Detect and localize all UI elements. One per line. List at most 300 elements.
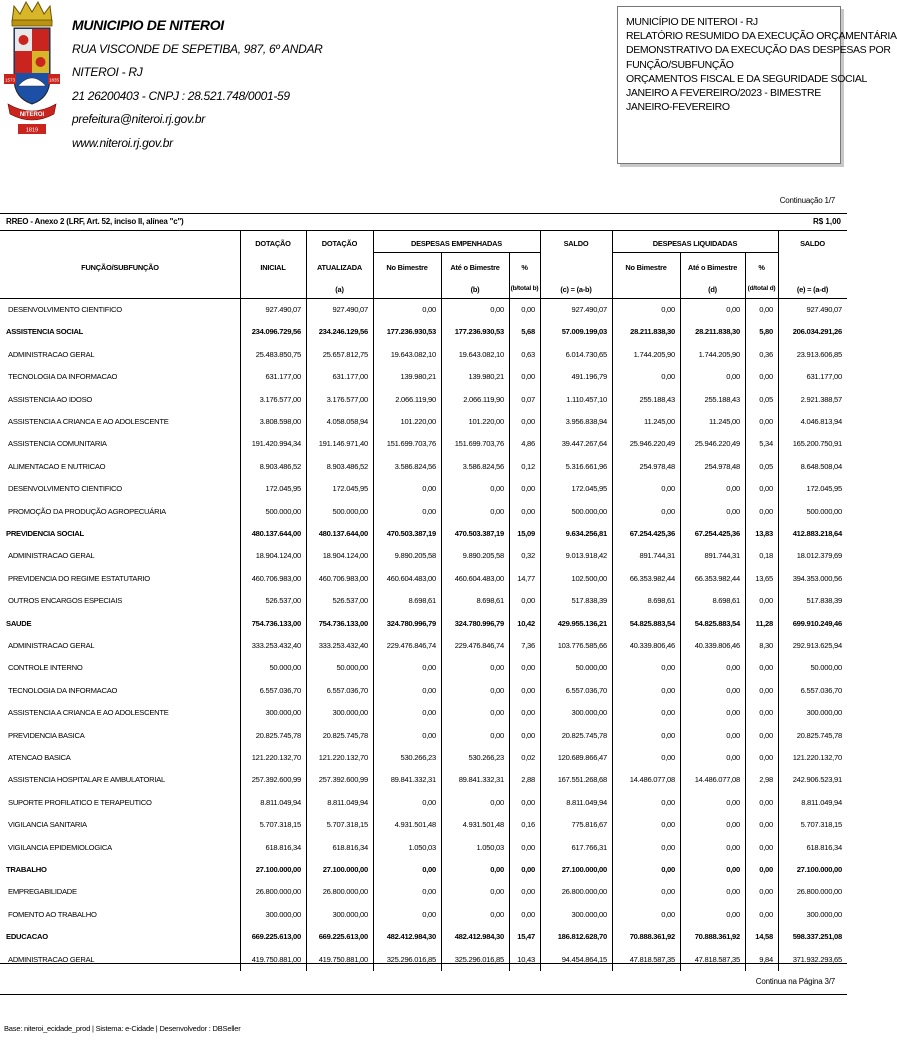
cell-saldo-e: 18.012.379,69 [796, 551, 842, 561]
cell-saldo-c: 429.955.136,21 [557, 618, 607, 628]
cell-saldo-e: 8.648.508,04 [800, 461, 842, 471]
table-row [0, 501, 847, 523]
cell-dotacao-atualizada: 20.825.745,78 [322, 730, 368, 740]
coat-year-bottom: 1819 [25, 127, 39, 134]
cell-liquidado-bimestre: 0,00 [661, 372, 675, 382]
row-label: DESENVOLVIMENTO CIENTIFICO [8, 484, 122, 494]
coat-of-arms-icon [4, 0, 60, 138]
cell-dotacao-inicial: 333.253.432,40 [251, 641, 301, 650]
cell-liquidado-bimestre: 0,00 [661, 887, 675, 897]
cell-saldo-e: 26.800.000,00 [796, 887, 842, 897]
cell-dotacao-inicial: 618.816,34 [265, 842, 301, 852]
cell-empenhado-ate: 2.066.119,90 [463, 394, 504, 404]
cell-liquidado-ate: 0,00 [726, 484, 740, 494]
cell-liquidado-bimestre: 0,00 [661, 685, 675, 695]
col-liq-bimestre: No Bimestre [625, 263, 667, 272]
cell-empenhado-ate: 3.586.824,56 [462, 461, 504, 471]
row-label: VIGILANCIA EPIDEMIOLOGICA [8, 842, 112, 852]
cell-empenhado-pct: 15,09 [517, 529, 535, 538]
row-label: PREVIDENCIA SOCIAL [6, 529, 84, 538]
col-saldo-c: SALDO [563, 239, 589, 248]
org-email: prefeitura@niteroi.rj.gov.br [72, 112, 205, 126]
cell-empenhado-bimestre: 0,00 [422, 305, 436, 314]
cell-saldo-e: 631.177,00 [806, 372, 842, 382]
table-row [0, 680, 847, 702]
cell-liquidado-bimestre: 0,00 [661, 797, 675, 807]
cell-liquidado-ate: 0,00 [726, 887, 740, 897]
cell-liquidado-ate: 0,00 [726, 372, 740, 382]
cell-empenhado-pct: 15,47 [517, 932, 535, 942]
cell-saldo-e: 394.353.000,56 [792, 573, 842, 583]
cell-empenhado-bimestre: 0,00 [422, 506, 436, 516]
coat-year-left: 1573 [4, 77, 16, 83]
cell-liquidado-ate: 66.353.982,44 [694, 573, 740, 583]
cell-empenhado-bimestre: 151.699.703,76 [386, 439, 436, 449]
table-row [0, 433, 847, 455]
cell-saldo-e: 699.910.249,46 [792, 618, 842, 628]
col-saldo-e-sub: (e) = (a-d) [796, 285, 829, 294]
cell-empenhado-pct: 0,00 [521, 596, 535, 606]
table-row [0, 366, 847, 388]
cell-empenhado-ate: 0,00 [490, 887, 504, 897]
cell-saldo-c: 1.110.457,10 [566, 394, 607, 404]
cell-liquidado-pct: 0,36 [759, 349, 773, 359]
cell-dotacao-inicial: 6.557.036,70 [259, 685, 301, 695]
cell-saldo-e: 500.000,00 [806, 506, 842, 516]
cell-dotacao-atualizada: 18.904.124,00 [322, 551, 368, 561]
table-row [0, 657, 847, 679]
cell-liquidado-bimestre: 47.818.587,35 [629, 954, 675, 964]
cell-empenhado-pct: 0,16 [521, 820, 535, 830]
cell-empenhado-ate: 151.699.703,76 [454, 439, 504, 449]
cell-liquidado-ate: 255.188,43 [704, 394, 740, 404]
cell-liquidado-pct: 0,00 [759, 730, 773, 740]
footer-divider [0, 994, 847, 995]
cell-empenhado-bimestre: 2.066.119,90 [395, 394, 436, 404]
cell-empenhado-ate: 0,00 [490, 708, 504, 718]
col-emp-ate: Até o Bimestre [450, 263, 500, 272]
cell-dotacao-inicial: 234.096.729,56 [251, 327, 301, 337]
cell-liquidado-pct: 0,00 [759, 820, 773, 830]
cell-empenhado-ate: 4.931.501,48 [462, 820, 504, 830]
cell-liquidado-bimestre: 14.486.077,08 [629, 775, 675, 785]
cell-liquidado-bimestre: 0,00 [661, 842, 675, 852]
cell-dotacao-atualizada: 234.246.129,56 [318, 327, 368, 337]
row-label: SUPORTE PROFILATICO E TERAPEUTICO [8, 797, 152, 807]
organization-info [72, 14, 323, 155]
cell-empenhado-bimestre: 470.503.387,19 [386, 529, 436, 538]
cell-dotacao-inicial: 20.825.745,78 [255, 730, 301, 740]
cell-dotacao-inicial: 500.000,00 [265, 506, 301, 516]
cell-empenhado-ate: 19.643.082,10 [458, 349, 504, 359]
table-row [0, 792, 847, 814]
table-row [0, 523, 847, 545]
cell-saldo-e: 292.913.625,94 [792, 641, 842, 650]
cell-dotacao-inicial: 257.392.600,99 [251, 775, 301, 785]
cell-dotacao-inicial: 631.177,00 [265, 372, 301, 382]
continuation-top: Continuação 1/7 [779, 196, 835, 205]
cell-empenhado-bimestre: 325.296.016,85 [386, 954, 436, 964]
cell-liquidado-pct: 0,00 [759, 596, 773, 606]
cell-dotacao-inicial: 121.220.132,70 [251, 753, 301, 762]
row-label: ADMINISTRACAO GERAL [8, 551, 95, 561]
row-label: ASSISTENCIA A CRIANCA E AO ADOLESCENTE [8, 417, 169, 426]
cell-dotacao-inicial: 8.811.049,94 [260, 797, 301, 807]
cell-saldo-c: 300.000,00 [571, 708, 607, 718]
footer-system-info: Base: niteroi_ecidade_prod | Sistema: e-Cidade | Desenvolvedor : DBSeller [4, 1024, 241, 1033]
cell-saldo-e: 517.838,39 [806, 596, 842, 606]
row-label: ASSISTENCIA HOSPITALAR E AMBULATORIAL [8, 775, 166, 785]
table-row [0, 702, 847, 724]
row-label: TRABALHO [6, 865, 47, 874]
cell-dotacao-atualizada: 6.557.036,70 [326, 685, 368, 695]
cell-empenhado-ate: 101.220,00 [468, 417, 504, 426]
cell-liquidado-ate: 54.825.883,54 [694, 618, 740, 628]
cell-empenhado-ate: 0,00 [490, 663, 504, 673]
cell-liquidado-pct: 8,30 [759, 641, 773, 650]
cell-dotacao-inicial: 27.100.000,00 [255, 865, 301, 874]
cell-empenhado-pct: 5,68 [521, 327, 535, 337]
table-bottom-border [0, 963, 847, 964]
cell-dotacao-inicial: 754.736.133,00 [251, 618, 301, 628]
cell-saldo-e: 4.046.813,94 [800, 417, 842, 426]
cell-dotacao-atualizada: 121.220.132,70 [318, 753, 368, 762]
col-liq-ate-d: (d) [708, 285, 717, 294]
row-label: ASSISTENCIA SOCIAL [6, 327, 84, 337]
cell-dotacao-atualizada: 5.707.318,15 [326, 820, 368, 830]
row-label: EDUCACAO [6, 932, 48, 942]
table-row [0, 411, 847, 433]
cell-dotacao-inicial: 8.903.486,52 [259, 461, 301, 471]
cell-liquidado-ate: 0,00 [726, 753, 740, 762]
cell-saldo-c: 27.100.000,00 [561, 865, 607, 874]
report-info-line: RELATÓRIO RESUMIDO DA EXECUÇÃO ORÇAMENTÁRIA [626, 30, 897, 43]
cell-liquidado-ate: 1.744.205,90 [698, 349, 740, 359]
cell-dotacao-atualizada: 669.225.613,00 [318, 932, 368, 942]
cell-empenhado-pct: 0,00 [521, 708, 535, 718]
cell-dotacao-atualizada: 300.000,00 [332, 909, 368, 919]
table-row [0, 613, 847, 635]
cell-empenhado-bimestre: 177.236.930,53 [386, 327, 436, 337]
cell-liquidado-pct: 13,65 [755, 573, 773, 583]
cell-empenhado-bimestre: 0,00 [422, 909, 436, 919]
cell-liquidado-pct: 0,00 [759, 753, 773, 762]
col-saldo-e: SALDO [800, 239, 825, 248]
cell-liquidado-ate: 0,00 [726, 730, 740, 740]
cell-liquidado-ate: 47.818.587,35 [694, 954, 740, 964]
row-label: ATENCAO BASICA [8, 753, 71, 762]
row-label: PREVIDENCIA BASICA [8, 730, 85, 740]
cell-saldo-e: 27.100.000,00 [796, 865, 842, 874]
cell-empenhado-bimestre: 0,00 [422, 484, 436, 494]
cell-empenhado-ate: 139.980,21 [468, 372, 504, 382]
cell-saldo-c: 300.000,00 [571, 909, 607, 919]
cell-saldo-c: 617.766,31 [571, 842, 607, 852]
cell-dotacao-atualizada: 480.137.644,00 [318, 529, 368, 538]
cell-dotacao-inicial: 460.706.983,00 [251, 573, 301, 583]
cell-saldo-e: 8.811.049,94 [801, 797, 842, 807]
cell-dotacao-atualizada: 300.000,00 [332, 708, 368, 718]
report-info-line: ORÇAMENTOS FISCAL E DA SEGURIDADE SOCIAL [626, 72, 867, 85]
cell-dotacao-atualizada: 4.058.058,94 [326, 417, 368, 426]
cell-empenhado-ate: 89.841.332,31 [458, 775, 504, 785]
cell-dotacao-inicial: 3.176.577,00 [259, 394, 301, 404]
cell-empenhado-ate: 9.890.205,58 [462, 551, 504, 561]
cell-empenhado-pct: 0,00 [521, 417, 535, 426]
cell-empenhado-ate: 0,00 [490, 730, 504, 740]
cell-liquidado-ate: 891.744,31 [704, 551, 740, 561]
report-info-box [617, 6, 897, 164]
cell-saldo-c: 103.776.585,66 [557, 641, 607, 650]
cell-liquidado-bimestre: 25.946.220,49 [629, 439, 675, 449]
cell-empenhado-ate: 470.503.387,19 [454, 529, 504, 538]
cell-dotacao-atualizada: 8.811.049,94 [327, 797, 368, 807]
cell-saldo-e: 598.337.251,08 [792, 932, 842, 942]
table-row [0, 949, 847, 971]
cell-dotacao-atualizada: 754.736.133,00 [318, 618, 368, 628]
cell-liquidado-bimestre: 70.888.361,92 [629, 932, 675, 942]
cell-empenhado-pct: 0,32 [521, 551, 535, 561]
cell-empenhado-bimestre: 1.050,03 [408, 842, 436, 852]
cell-liquidado-bimestre: 0,00 [661, 484, 675, 494]
cell-empenhado-bimestre: 0,00 [422, 730, 436, 740]
col-saldo-c-sub: (c) = (a-b) [560, 285, 592, 294]
cell-liquidado-bimestre: 891.744,31 [639, 551, 675, 561]
cell-liquidado-pct: 0,05 [759, 461, 773, 471]
cell-saldo-c: 6.014.730,65 [565, 349, 607, 359]
cell-liquidado-bimestre: 67.254.425,36 [629, 529, 675, 538]
currency-unit: R$ 1,00 [812, 217, 841, 226]
cell-empenhado-bimestre: 0,00 [422, 663, 436, 673]
cell-dotacao-atualizada: 3.176.577,00 [326, 394, 368, 404]
cell-empenhado-pct: 4,86 [521, 439, 535, 449]
cell-empenhado-ate: 530.266,23 [468, 753, 504, 762]
row-label: PREVIDENCIA DO REGIME ESTATUTARIO [8, 573, 150, 583]
cell-empenhado-bimestre: 0,00 [422, 797, 436, 807]
cell-empenhado-ate: 0,00 [490, 305, 504, 314]
cell-saldo-e: 300.000,00 [806, 909, 842, 919]
cell-empenhado-ate: 324.780.996,79 [454, 618, 504, 628]
cell-empenhado-pct: 0,00 [521, 685, 535, 695]
cell-liquidado-ate: 0,00 [726, 506, 740, 516]
cell-dotacao-atualizada: 460.706.983,00 [318, 573, 368, 583]
cell-dotacao-atualizada: 25.657.812,75 [322, 349, 368, 359]
cell-empenhado-pct: 0,00 [521, 909, 535, 919]
cell-empenhado-pct: 0,00 [521, 730, 535, 740]
col-liq-pct-sub: (d/total d) [747, 285, 776, 292]
org-name: MUNICIPIO DE NITEROI [72, 17, 224, 33]
continuation-bottom: Continua na Página 3/7 [755, 977, 835, 986]
cell-saldo-c: 9.634.256,81 [565, 529, 607, 538]
cell-saldo-e: 618.816,34 [806, 842, 842, 852]
cell-liquidado-ate: 0,00 [726, 865, 740, 874]
cell-empenhado-ate: 0,00 [490, 865, 504, 874]
cell-liquidado-pct: 0,00 [759, 685, 773, 695]
cell-saldo-e: 206.034.291,26 [792, 327, 842, 337]
col-emp-pct: % [521, 263, 528, 272]
row-label: ADMINISTRACAO GERAL [8, 349, 95, 359]
cell-liquidado-ate: 0,00 [726, 842, 740, 852]
cell-saldo-c: 57.009.199,03 [561, 327, 607, 337]
cell-saldo-c: 26.800.000,00 [561, 887, 607, 897]
cell-empenhado-ate: 0,00 [490, 506, 504, 516]
cell-empenhado-pct: 14,77 [517, 573, 535, 583]
cell-empenhado-bimestre: 9.890.205,58 [394, 551, 436, 561]
row-label: OUTROS ENCARGOS ESPECIAIS [8, 596, 123, 606]
cell-empenhado-bimestre: 89.841.332,31 [390, 775, 436, 785]
cell-dotacao-inicial: 191.420.994,34 [251, 439, 301, 449]
cell-dotacao-inicial: 300.000,00 [265, 909, 301, 919]
cell-saldo-c: 172.045,95 [571, 484, 607, 494]
cell-saldo-c: 500.000,00 [571, 506, 607, 516]
cell-liquidado-ate: 25.946.220,49 [694, 439, 740, 449]
cell-saldo-c: 120.689.866,47 [557, 753, 607, 762]
cell-empenhado-ate: 8.698,61 [476, 596, 504, 606]
cell-empenhado-pct: 7,36 [521, 641, 535, 650]
cell-dotacao-inicial: 25.483.850,75 [255, 349, 301, 359]
row-label: EMPREGABILIDADE [8, 887, 77, 897]
cell-dotacao-inicial: 480.137.644,00 [251, 529, 301, 538]
cell-empenhado-bimestre: 229.476.846,74 [386, 641, 436, 650]
cell-empenhado-ate: 177.236.930,53 [454, 327, 504, 337]
cell-liquidado-pct: 0,00 [759, 417, 773, 426]
cell-saldo-e: 412.883.218,64 [792, 529, 842, 538]
cell-saldo-e: 6.557.036,70 [800, 685, 842, 695]
cell-empenhado-pct: 0,00 [521, 305, 535, 314]
cell-liquidado-pct: 0,00 [759, 484, 773, 494]
table-row [0, 299, 847, 321]
cell-liquidado-ate: 0,00 [726, 820, 740, 830]
cell-dotacao-atualizada: 333.253.432,40 [318, 641, 368, 650]
cell-dotacao-atualizada: 191.146.971,40 [318, 439, 368, 449]
cell-saldo-c: 102.500,00 [571, 573, 607, 583]
cell-liquidado-bimestre: 0,00 [661, 753, 675, 762]
col-funcao: FUNÇÃO/SUBFUNÇÃO [81, 263, 159, 272]
cell-liquidado-pct: 0,18 [759, 551, 773, 561]
cell-dotacao-inicial: 669.225.613,00 [251, 932, 301, 942]
cell-empenhado-pct: 2,88 [521, 775, 535, 785]
cell-empenhado-ate: 229.476.846,74 [454, 641, 504, 650]
table-row [0, 568, 847, 590]
cell-empenhado-bimestre: 139.980,21 [400, 372, 436, 382]
cell-empenhado-pct: 10,42 [517, 618, 535, 628]
table-row [0, 590, 847, 612]
annex-title: RREO - Anexo 2 (LRF, Art. 52, inciso II, alínea "c") [6, 217, 184, 226]
row-label: ADMINISTRACAO GERAL [8, 954, 95, 964]
cell-dotacao-atualizada: 500.000,00 [332, 506, 368, 516]
cell-liquidado-ate: 0,00 [726, 909, 740, 919]
cell-saldo-e: 2.921.388,57 [800, 394, 842, 404]
cell-liquidado-bimestre: 1.744.205,90 [633, 349, 675, 359]
cell-dotacao-inicial: 50.000,00 [269, 663, 301, 673]
cell-dotacao-inicial: 18.904.124,00 [255, 551, 301, 561]
cell-empenhado-bimestre: 0,00 [422, 708, 436, 718]
cell-liquidado-ate: 0,00 [726, 305, 740, 314]
report-info-line: DEMONSTRATIVO DA EXECUÇÃO DAS DESPESAS POR [626, 44, 891, 57]
cell-dotacao-atualizada: 50.000,00 [336, 663, 368, 673]
org-website: www.niteroi.rj.gov.br [72, 135, 173, 150]
cell-liquidado-bimestre: 40.339.806,46 [629, 641, 675, 650]
cell-dotacao-atualizada: 26.800.000,00 [322, 887, 368, 897]
row-label: ASSISTENCIA AO IDOSO [8, 394, 93, 404]
cell-liquidado-ate: 0,00 [726, 797, 740, 807]
cell-dotacao-inicial: 5.707.318,15 [259, 820, 301, 830]
table-row [0, 635, 847, 657]
cell-empenhado-bimestre: 19.643.082,10 [390, 349, 436, 359]
cell-empenhado-bimestre: 3.586.824,56 [394, 461, 436, 471]
cell-empenhado-bimestre: 324.780.996,79 [386, 618, 436, 628]
cell-liquidado-pct: 14,58 [755, 932, 773, 942]
cell-liquidado-bimestre: 66.353.982,44 [629, 573, 675, 583]
cell-dotacao-inicial: 26.800.000,00 [255, 887, 301, 897]
cell-empenhado-ate: 0,00 [490, 685, 504, 695]
cell-liquidado-pct: 11,28 [755, 618, 773, 628]
cell-saldo-c: 167.551.268,68 [557, 775, 607, 785]
cell-liquidado-bimestre: 254.978,48 [639, 461, 675, 471]
cell-dotacao-atualizada: 631.177,00 [332, 372, 368, 382]
cell-liquidado-ate: 254.978,48 [704, 461, 740, 471]
cell-empenhado-ate: 482.412.984,30 [454, 932, 504, 942]
cell-empenhado-ate: 460.604.483,00 [454, 573, 504, 583]
cell-dotacao-atualizada: 927.490,07 [332, 305, 368, 314]
cell-saldo-e: 20.825.745,78 [796, 730, 842, 740]
cell-saldo-c: 5.316.661,96 [565, 461, 607, 471]
cell-saldo-c: 39.447.267,64 [561, 439, 607, 449]
cell-empenhado-pct: 0,00 [521, 663, 535, 673]
cell-liquidado-bimestre: 0,00 [661, 305, 675, 314]
cell-saldo-c: 927.490,07 [571, 305, 607, 314]
cell-empenhado-pct: 0,00 [521, 484, 535, 494]
cell-saldo-c: 20.825.745,78 [561, 730, 607, 740]
cell-liquidado-pct: 2,98 [759, 775, 773, 785]
cell-saldo-e: 50.000,00 [810, 663, 842, 673]
cell-saldo-e: 300.000,00 [806, 708, 842, 718]
cell-liquidado-pct: 0,00 [759, 708, 773, 718]
cell-dotacao-inicial: 172.045,95 [265, 484, 301, 494]
cell-saldo-c: 6.557.036,70 [565, 685, 607, 695]
cell-empenhado-bimestre: 530.266,23 [400, 753, 436, 762]
cell-saldo-c: 94.454.864,15 [561, 954, 607, 964]
cell-empenhado-pct: 0,63 [521, 349, 535, 359]
cell-empenhado-bimestre: 482.412.984,30 [386, 932, 436, 942]
cell-liquidado-ate: 11.245,00 [709, 417, 740, 426]
cell-liquidado-bimestre: 54.825.883,54 [629, 618, 675, 628]
report-info-line: JANEIRO-FEVEREIRO [626, 101, 730, 114]
row-label: SAUDE [6, 618, 32, 628]
cell-saldo-e: 165.200.750,91 [792, 439, 842, 449]
row-label: PROMOÇÃO DA PRODUÇÃO AGROPECUÁRIA [8, 506, 166, 516]
cell-empenhado-ate: 0,00 [490, 909, 504, 919]
report-info-line: FUNÇÃO/SUBFUNÇÃO [626, 58, 734, 71]
cell-liquidado-bimestre: 255.188,43 [639, 394, 675, 404]
cell-empenhado-ate: 1.050,03 [476, 842, 504, 852]
cell-saldo-c: 517.838,39 [571, 596, 607, 606]
annex-title-row [0, 213, 847, 231]
cell-empenhado-bimestre: 0,00 [422, 887, 436, 897]
cell-liquidado-bimestre: 0,00 [661, 506, 675, 516]
row-label: TECNOLOGIA DA INFORMACAO [8, 372, 118, 382]
cell-dotacao-inicial: 927.490,07 [265, 305, 301, 314]
cell-liquidado-ate: 67.254.425,36 [694, 529, 740, 538]
table-row [0, 814, 847, 836]
org-address: RUA VISCONDE DE SEPETIBA, 987, 6º ANDAR [72, 41, 323, 56]
table-row [0, 837, 847, 859]
table-row [0, 926, 847, 948]
row-label: FOMENTO AO TRABALHO [8, 909, 97, 919]
cell-saldo-e: 172.045,95 [806, 484, 842, 494]
cell-dotacao-inicial: 526.537,00 [265, 596, 301, 606]
cell-liquidado-pct: 0,00 [759, 372, 773, 382]
